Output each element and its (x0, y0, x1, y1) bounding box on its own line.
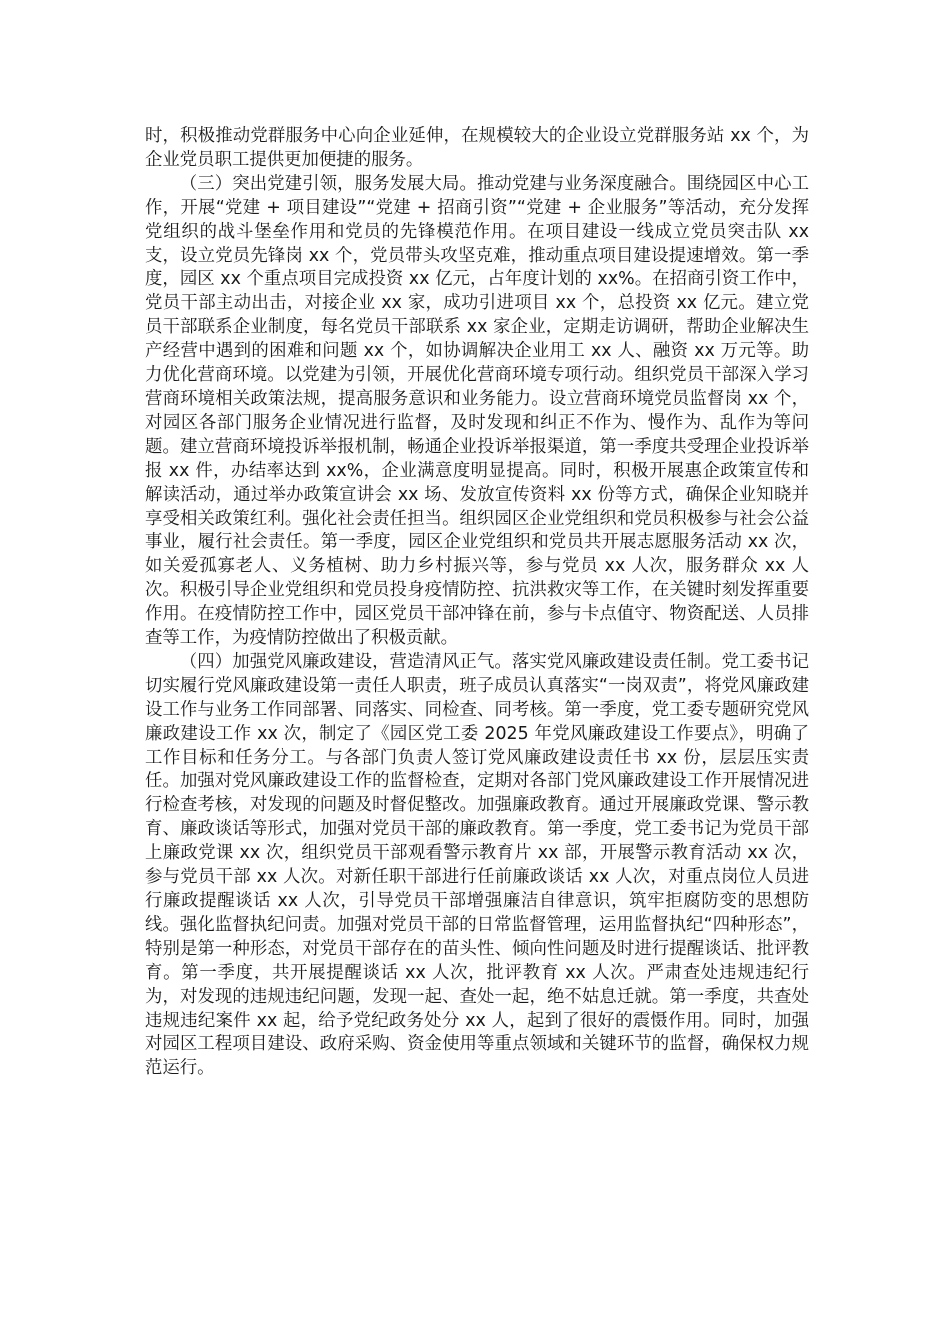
paragraph-section-three: （三）突出党建引领，服务发展大局。推动党建与业务深度融合。围绕园区中心工作，开展“党建 + 项目建设”“党建 + 招商引资”“党建 + 企业服务”等活动，充分发挥党组织的战斗堡垒作用和党员的先锋模范作用。在项目建设一线成立党员突击队 xx 支，设立党员先锋岗 xx 个，党员带头攻坚克难，推动重点项目建设提速增效。第一季度，园区 xx 个重点项目完成投资 xx 亿元，占年度计划的 xx%。在招商引资工作中，党员干部主动出击，对接企业 xx 家，成功引进项目 xx 个，总投资 xx 亿元。建立党员干部联系企业制度，每名党员干部联系 xx 家企业，定期走访调研，帮助企业解决生产经营中遇到的困难和问题 xx 个，如协调解决企业用工 xx 人、融资 xx 万元等。助力优化营商环境。以党建为引领，开展优化营商环境专项行动。组织党员干部深入学习营商环境相关政策法规，提高服务意识和业务能力。设立营商环境党员监督岗 xx 个，对园区各部门服务企业情况进行监督，及时发现和纠正不作为、慢作为、乱作为等问题。建立营商环境投诉举报机制，畅通企业投诉举报渠道，第一季度共受理企业投诉举报 xx 件，办结率达到 xx%，企业满意度明显提高。同时，积极开展惠企政策宣传和解读活动，通过举办政策宣讲会 xx 场、发放宣传资料 xx 份等方式，确保企业知晓并享受相关政策红利。强化社会责任担当。组织园区企业党组织和党员积极参与社会公益事业，履行社会责任。第一季度，园区企业党组织和党员共开展志愿服务活动 xx 次，如关爱孤寡老人、义务植树、助力乡村振兴等，参与党员 xx 人次，服务群众 xx 人次。积极引导企业党组织和党员投身疫情防控、抗洪救灾等工作，在关键时刻发挥重要作用。在疫情防控工作中，园区党员干部冲锋在前，参与卡点值守、物资配送、人员排查等工作，为疫情防控做出了积极贡献。 (145, 173, 809, 649)
paragraph-continuation: 时，积极推动党群服务中心向企业延伸，在规模较大的企业设立党群服务站 xx 个，为企业党员职工提供更加便捷的服务。 (145, 126, 809, 170)
document-body (145, 125, 809, 1081)
paragraph-section-four: （四）加强党风廉政建设，营造清风正气。落实党风廉政建设责任制。党工委书记切实履行党风廉政建设第一责任人职责，班子成员认真落实“一岗双责”，将党风廉政建设工作与业务工作同部署、同落实、同检查、同考核。第一季度，党工委专题研究党风廉政建设工作 xx 次，制定了《园区党工委 2025 年党风廉政建设工作要点》，明确了工作目标和任务分工。与各部门负责人签订党风廉政建设责任书 xx 份，层层压实责任。加强对党风廉政建设工作的监督检查，定期对各部门党风廉政建设工作开展情况进行检查考核，对发现的问题及时督促整改。加强廉政教育。通过开展廉政党课、警示教育、廉政谈话等形式，加强对党员干部的廉政教育。第一季度，党工委书记为党员干部上廉政党课 xx 次，组织党员干部观看警示教育片 xx 部，开展警示教育活动 xx 次，参与党员干部 xx 人次。对新任职干部进行任前廉政谈话 xx 人次，对重点岗位人员进行廉政提醒谈话 xx 人次，引导党员干部增强廉洁自律意识，筑牢拒腐防变的思想防线。强化监督执纪问责。加强对党员干部的日常监督管理，运用监督执纪“四种形态”，特别是第一种形态，对党员干部存在的苗头性、倾向性问题及时进行提醒谈话、批评教育。第一季度，共开展提醒谈话 xx 人次，批评教育 xx 人次。严肃查处违规违纪行为，对发现的违规违纪问题，发现一起、查处一起，绝不姑息迁就。第一季度，共查处违规违纪案件 xx 起，给予党纪政务处分 xx 人，起到了很好的震慑作用。同时，加强对园区工程项目建设、政府采购、资金使用等重点领域和关键环节的监督，确保权力规范运行。 (145, 651, 809, 1079)
